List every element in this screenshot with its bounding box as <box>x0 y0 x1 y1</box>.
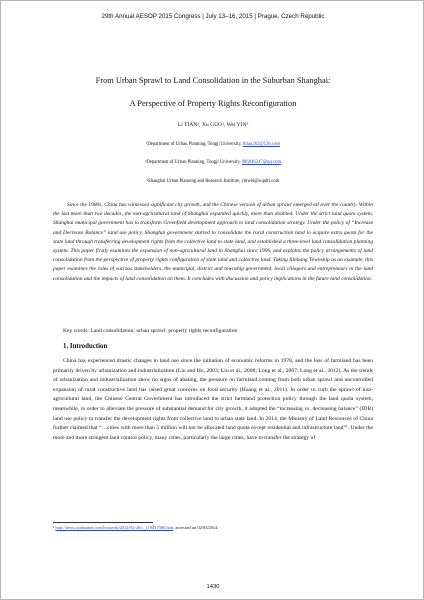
affiliation-3 <box>1 179 424 184</box>
affiliation-1-email[interactable]: litian262@126.com <box>242 142 281 147</box>
footnote-link[interactable]: http://news.xinhuanet.com/house/sh/2014-02-26/c_119417080.htm <box>55 525 174 530</box>
footnote <box>53 525 373 530</box>
affiliation-2 <box>1 160 424 165</box>
affiliation-2-email[interactable]: 986046347@qq.com <box>241 160 282 165</box>
affiliation-2-text: ²Department of Urban Planning, Tongji University, <box>144 160 242 165</box>
affiliation-1 <box>1 142 424 147</box>
paper-subtitle: A Perspective of Property Rights Reconfiguration <box>129 99 297 108</box>
page-number: 1430 <box>206 584 220 590</box>
introduction-body: China has experienced drastic changes in land use since the initiation of economic reforms in 1978, and the loss of farmland has been primarily driven by urbanization and industrialization (Lin and Ho, 2003; Liu et al., 2008; Long et al., 2007; Long et al., 2012). As the trends of urbanization and industrialization show no signs of abating, the pressure on farmland coming from both urban sprawl and uncontrolled expansion of rural constructive land has raised great concerns on food security (Huang et al., 2011). In order to curb the sprawl of non-agricultural land, the Chinese Central Government has introduced the strict farmland protection policy through the land quota system, meanwhile, in order to alleviate the pressure of substantial demand for city growth, it adopted the “increasing vs. decreasing balance” (IDB) land use policy to transfer the development rights from collective land to urban state land. In 2014, the Ministry of Land Resources of China further claimed that “…cities with more than 5 million will not be allocated land quota except residential and infrastructure land”¹. Under the more and more stringent land control policy, many cities, particularly the large cities, have to transfer the strategy of <box>53 358 373 441</box>
footnote-mark: ¹ <box>53 525 56 530</box>
section-heading-introduction: 1. Introduction <box>63 343 108 350</box>
footnote-divider <box>53 522 153 523</box>
author-list: Li TIAN¹, Xu GUO², Wei YIN³ <box>177 122 249 128</box>
footnote-suffix: , accessed on 02/03/2014. <box>173 525 219 530</box>
conference-header: 29th Annual AESOP 2015 Congress | July 13–16, 2015 | Prague, Czech Republic <box>101 13 325 20</box>
keywords: Key words: Land consolidation; urban sprawl; property rights reconfiguration <box>63 328 238 334</box>
paper-title: From Urban Sprawl to Land Consolidation in the Suburban Shanghai: <box>95 76 331 85</box>
abstract: Since the 1980s, China has witnessed significant city growth, and the Chinese version of urban sprawl emerged all over the country. Within the last more than two decades, the non-agricultural land of Shanghai expanded quickly, more than doubled. Under the strict land quota system, Shanghai municipal government has to transform Greenfield development approach to land consolidation strategy. Under the policy of “Increase and Decrease Balance” land use policy, Shanghai government started to consolidate the rural construction land to acquire extra quota for the state land through transferring development rights from the collective land to state land, and established a three-level land consolidation planning system. This paper firstly examines the expansion of non-agricultural land in Shanghai since 1990, and explains the policy arrangements of land consolidation from the perspective of property rights configuration of state land and collective land. Taking Xinbang Township as an example, this paper examines the roles of various stakeholders, the municipal, district and township government, local villagers and entrepreneurs in the land consolidation and the impacts of land consolidation on them. It concludes with discussion and policy implications in the future land consolidation. <box>53 202 373 282</box>
affiliation-3-text: ³Shanghai Urban Planning and Research Institute, yinwei@supdri.com <box>146 179 280 184</box>
affiliation-1-text: ¹Department of Urban Planning, Tongji University, <box>145 142 243 147</box>
